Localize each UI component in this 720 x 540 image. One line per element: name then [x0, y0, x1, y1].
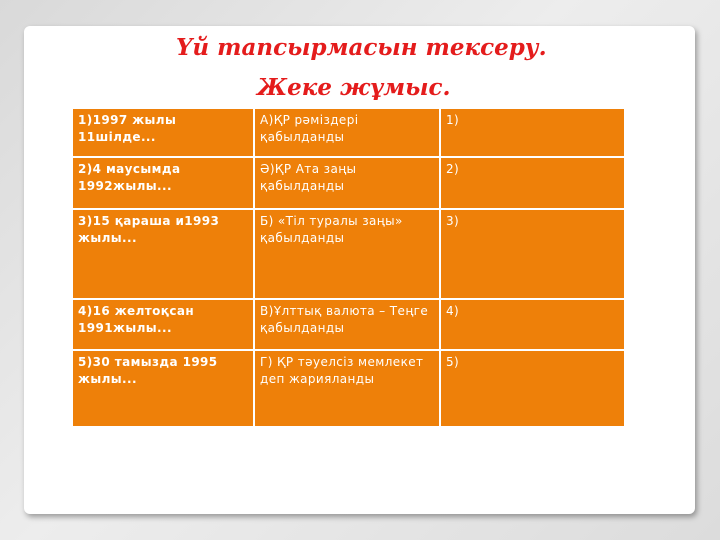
- matching-table: [71, 107, 626, 428]
- answer-cell: 3): [440, 209, 625, 299]
- answer-cell: 5): [440, 350, 625, 427]
- date-cell: 5)30 тамызда 1995 жылы...: [72, 350, 254, 427]
- table-row: [72, 209, 625, 299]
- date-cell: 1)1997 жылы 11шілде...: [72, 108, 254, 157]
- event-cell: А)ҚР рәміздері қабылданды: [254, 108, 440, 157]
- date-cell: 3)15 қараша и1993 жылы...: [72, 209, 254, 299]
- event-cell: Г) ҚР тәуелсіз мемлекет деп жарияланды: [254, 350, 440, 427]
- table-row: [72, 157, 625, 209]
- table-row: [72, 299, 625, 350]
- answer-cell: 2): [440, 157, 625, 209]
- slide-title: Үй тапсырмасын тексеру.: [176, 34, 547, 61]
- date-cell: 2)4 маусымда 1992жылы...: [72, 157, 254, 209]
- answer-cell: 1): [440, 108, 625, 157]
- table-row: [72, 350, 625, 427]
- event-cell: Б) «Тіл туралы заңы» қабылданды: [254, 209, 440, 299]
- event-cell: Ә)ҚР Ата заңы қабылданды: [254, 157, 440, 209]
- slide-subtitle: Жеке жұмыс.: [257, 74, 451, 101]
- date-cell: 4)16 желтоқсан 1991жылы...: [72, 299, 254, 350]
- slide: [24, 26, 695, 514]
- event-cell: В)Ұлттық валюта – Теңге қабылданды: [254, 299, 440, 350]
- answer-cell: 4): [440, 299, 625, 350]
- table-row: [72, 108, 625, 157]
